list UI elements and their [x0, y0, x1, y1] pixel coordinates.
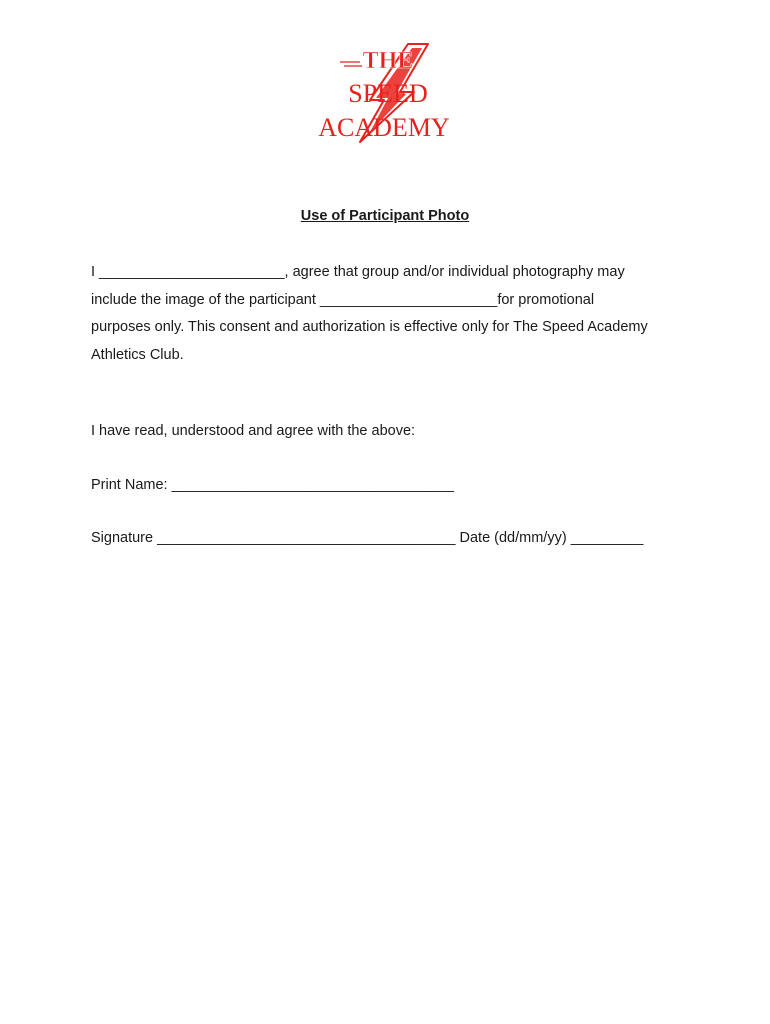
logo-graphic [296, 40, 476, 144]
logo-line-the: THE [362, 48, 414, 74]
logo-line-speed: SPEED [348, 79, 428, 108]
consent-line-4: Athletics Club. [91, 346, 184, 363]
consent-line-3: purposes only. This consent and authorization is effective only for The Speed Academy [91, 319, 648, 335]
acknowledgement-statement: I have read, understood and agree with the above: [91, 423, 416, 439]
logo-line-academy: ACADEMY [318, 113, 450, 142]
consent-paragraph [91, 259, 691, 369]
signature-date-field: Signature _____________________________________ Date (dd/mm/yy) _________ [91, 530, 644, 546]
document-title: Use of Participant Photo [300, 208, 470, 224]
print-name-field: Print Name: ___________________________________ [91, 477, 454, 493]
consent-line-1: I _______________________, agree that group and/or individual photography may [91, 264, 625, 280]
consent-line-2: include the image of the participant ______________________for promotional [91, 291, 595, 308]
speed-academy-logo [296, 40, 476, 144]
